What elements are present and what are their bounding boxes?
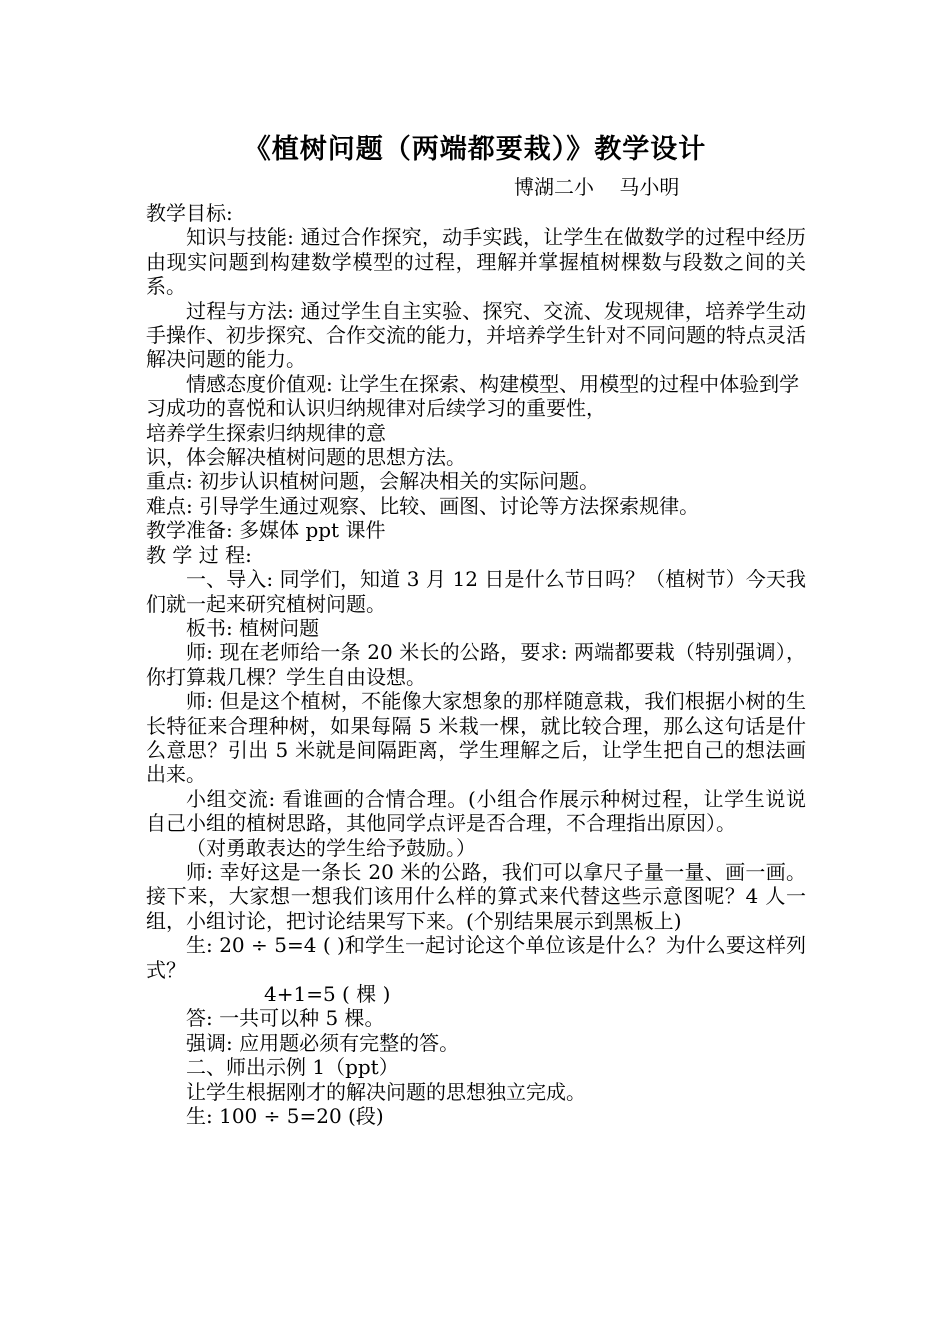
- paragraph: 培养学生探索归纳规律的意: [146, 420, 386, 445]
- paragraph: 情感态度价值观: 让学生在探索、构建模型、用模型的过程中体验到学: [186, 371, 800, 396]
- paragraph: 难点: 引导学生通过观察、比较、画图、讨论等方法探索规律。: [146, 493, 700, 518]
- paragraph: 小组交流: 看谁画的合情合理。(小组合作展示种树过程，让学生说说自己小组的植树思路，其他同学点评是否合理，不合理指出原因）。: [146, 786, 806, 836]
- paragraph: 让学生根据刚才的解决问题的思想独立完成。: [186, 1079, 586, 1104]
- paragraph: 教学准备: 多媒体 ppt 课件: [146, 518, 386, 543]
- section-heading: 教 学 过 程:: [146, 542, 252, 567]
- paragraph: 知识与技能: 通过合作探究，动手实践，让学生在做数学的过程中经历由现实问题到构建数学模型的过程，理解并掌握植树棵数与段数之间的关系。: [146, 225, 806, 299]
- paragraph: 强调: 应用题必须有完整的答。: [186, 1030, 460, 1055]
- paragraph: 板书: 植树问题: [186, 615, 320, 640]
- section-heading: 教学目标:: [146, 201, 233, 225]
- paragraph: 一、导入: 同学们，知道 3 月 12 日是什么节日吗？（植树节）今天我们就一起来研究植树问题。: [146, 567, 806, 616]
- paragraph: 答: 一共可以种 5 棵。: [186, 1006, 385, 1031]
- paragraph: 习成功的喜悦和认识归纳规律对后续学习的重要性，: [146, 396, 606, 421]
- document-title: 《植树问题（两端都要栽）》教学设计: [243, 134, 707, 165]
- paragraph: （对勇敢表达的学生给予鼓励。）: [186, 835, 476, 860]
- paragraph: 过程与方法: 通过学生自主实验、探究、交流、发现规律，培养学生动手操作、初步探究、合作交流的能力，并培养学生针对不同问题的特点灵活解决问题的能力。: [146, 298, 806, 372]
- paragraph: 师: 幸好这是一条长 20 米的公路，我们可以拿尺子量一量、画一画。接下来，大家想一想我们该用什么样的算式来代替这些示意图呢？4 人一组，小组讨论，把讨论结果写下来。(个别结果展示到黑板上): [146, 859, 806, 933]
- paragraph: 生: 100 ÷ 5=20 (段): [186, 1104, 384, 1129]
- paragraph: 重点: 初步认识植树问题，会解决相关的实际问题。: [146, 469, 600, 494]
- paragraph: 二、师出示例 1（ppt）: [186, 1055, 399, 1080]
- paragraph: 师: 现在老师给一条 20 米长的公路，要求: 两端都要栽（特别强调），你打算栽几棵？学生自由设想。: [146, 640, 806, 689]
- paragraph: 识，体会解决植树问题的思想方法。: [146, 445, 466, 470]
- document-author: 博湖二小 马小明: [514, 175, 680, 199]
- document-body: [146, 201, 806, 1128]
- equation-line: 4+1=5 ( 棵 ): [264, 982, 391, 1006]
- paragraph: 生: 20 ÷ 5=4 ( )和学生一起讨论这个单位该是什么？为什么要这样列式？: [146, 933, 806, 982]
- paragraph: 师: 但是这个植树，不能像大家想象的那样随意栽，我们根据小树的生长特征来合理种树，如果每隔 5 米栽一棵，就比较合理，那么这句话是什么意思？引出 5 米就是间隔距离，学生理解之后，让学生把自己的想法画出来。: [146, 689, 806, 787]
